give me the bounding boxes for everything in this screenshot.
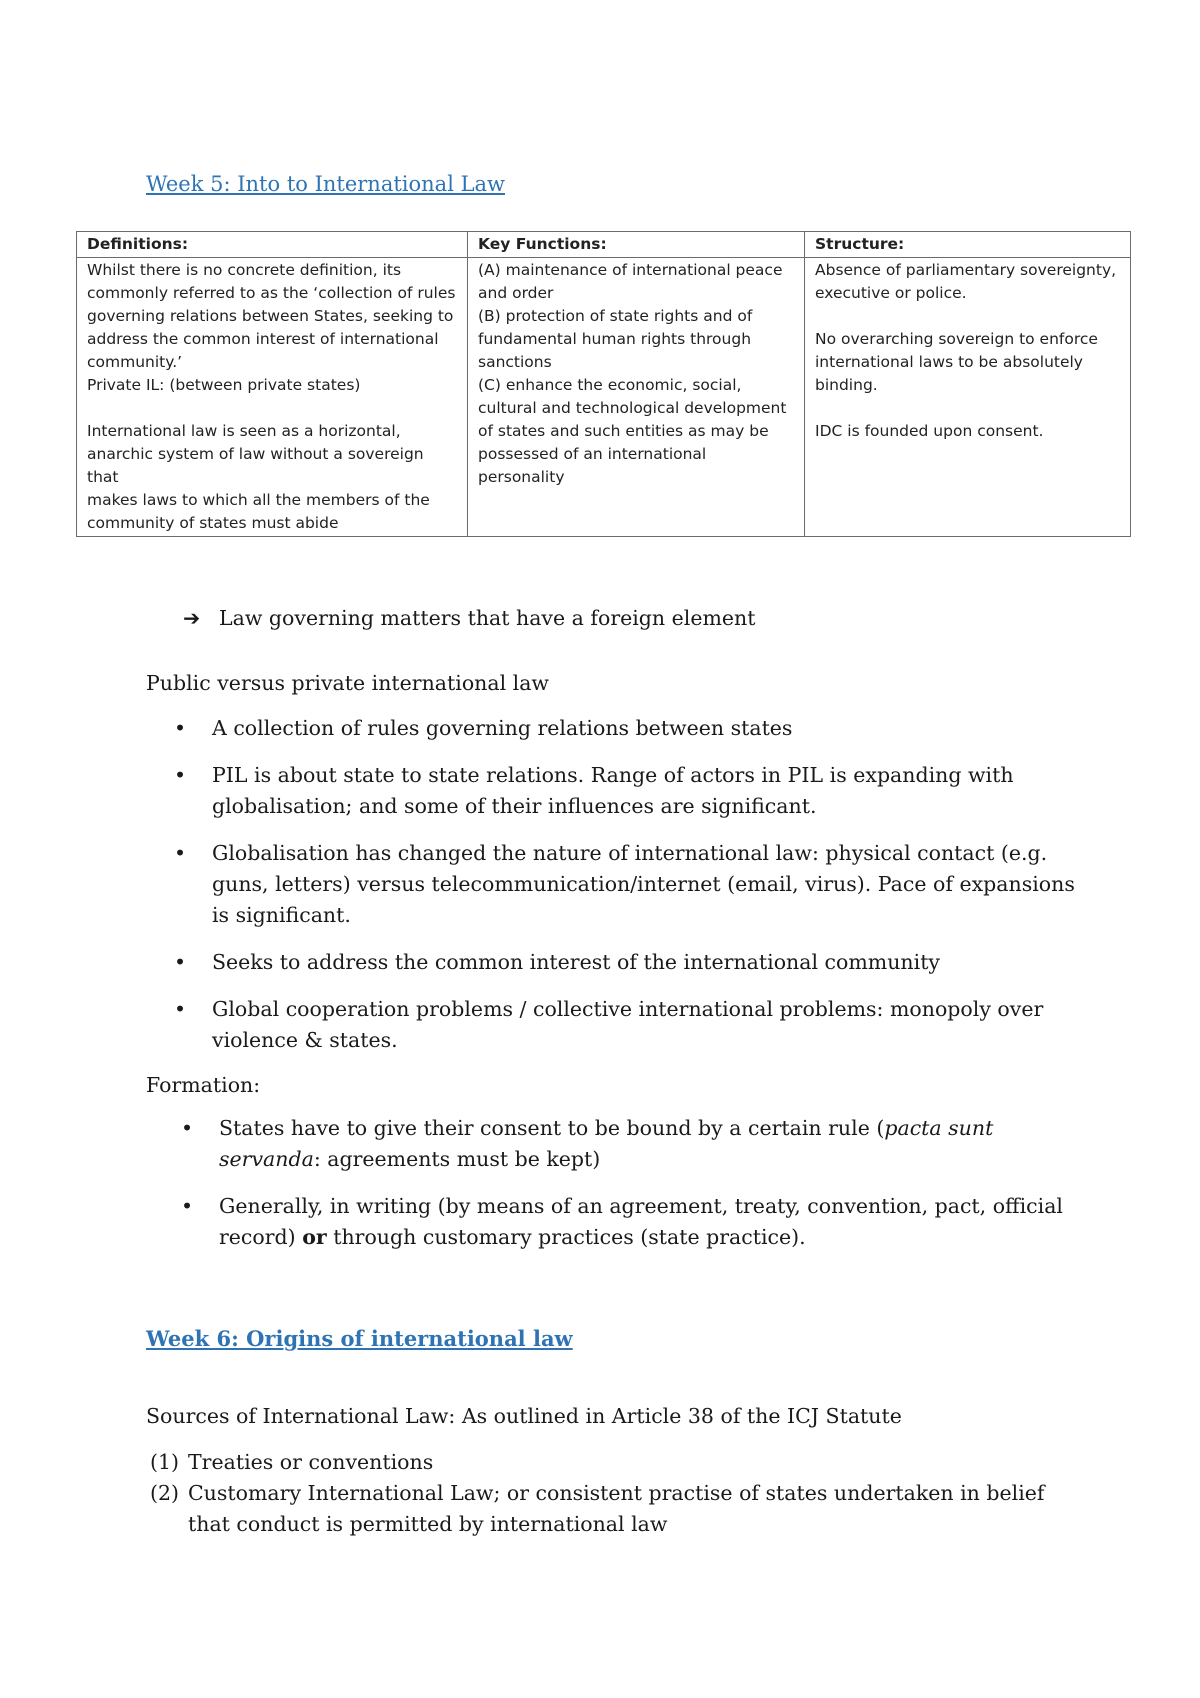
list-item (174, 947, 1092, 978)
list-item-text: A collection of rules governing relations between states (212, 716, 793, 740)
bullet-dot-icon: • (181, 1116, 194, 1140)
table-row (77, 258, 1131, 537)
cell-text-line: anarchic system of law without a sovereign that (87, 445, 424, 486)
definitions-table (76, 231, 1131, 537)
text-segment: : agreements must be kept) (313, 1147, 601, 1171)
list-item (174, 760, 1092, 822)
list-item-text (219, 1194, 1063, 1249)
cell-definitions (77, 258, 468, 537)
formation-heading: Formation: (146, 1073, 261, 1097)
cell-text-line: (B) protection of state rights and of (478, 307, 753, 325)
blank-line (815, 397, 1120, 420)
cell-text-line: IDC is founded upon consent. (815, 422, 1044, 440)
list-item-text: Customary International Law; or consistent practise of states undertaken in belief that conduct is permitted by international law (188, 1481, 1045, 1536)
list-item-text: PIL is about state to state relations. Range of actors in PIL is expanding with globalisation; and some of their influences are significant. (212, 763, 1014, 818)
list-item-text: Seeks to address the common interest of the international community (212, 950, 941, 974)
week5-heading: Week 5: Into to International Law (146, 172, 506, 196)
cell-text-line: and order (478, 284, 554, 302)
list-number: (2) (150, 1481, 180, 1505)
header-key-functions: Key Functions: (468, 232, 805, 258)
cell-text-line: Absence of parliamentary sovereignty, (815, 261, 1117, 279)
list-item (174, 838, 1092, 931)
cell-text-line: sanctions (478, 353, 552, 371)
cell-text-line: binding. (815, 376, 878, 394)
arrow-right-icon: ➔ (183, 606, 201, 630)
cell-text-line: commonly referred to as the ‘collection of rules (87, 284, 456, 302)
table-header-row (77, 232, 1131, 258)
list-item-text: Globalisation has changed the nature of international law: physical contact (e.g. guns, letters) versus telecommunication/internet (email, virus). Pace of expansions is significant. (212, 841, 1075, 927)
text-segment: States have to give their consent to be bound by a certain rule ( (219, 1116, 885, 1140)
cell-text-line: cultural and technological development (478, 399, 787, 417)
bullet-dot-icon: • (174, 997, 187, 1021)
bullet-dot-icon: • (174, 716, 187, 740)
cell-text-line: community.’ (87, 353, 183, 371)
cell-text-line: address the common interest of international (87, 330, 439, 348)
cell-text-line: International law is seen as a horizontal, (87, 422, 401, 440)
cell-text-line: executive or police. (815, 284, 967, 302)
list-item-text: Global cooperation problems / collective international problems: monopoly over violence & states. (212, 997, 1044, 1052)
arrow-item-text: Law governing matters that have a foreign element (219, 606, 756, 630)
cell-text-line: governing relations between States, seeking to (87, 307, 454, 325)
bullet-dot-icon: • (174, 950, 187, 974)
cell-text-line: fundamental human rights through (478, 330, 752, 348)
cell-text-line: (C) enhance the economic, social, (478, 376, 742, 394)
cell-text-line: makes laws to which all the members of the (87, 491, 430, 509)
bold-term: or (302, 1225, 327, 1249)
cell-text-line: Whilst there is no concrete definition, its (87, 261, 402, 279)
list-item (181, 1113, 1069, 1175)
text-segment: Generally, in writing (by means of an agreement, treaty, convention, pact, official record) (219, 1194, 1063, 1249)
cell-text-line: possessed of an international (478, 445, 707, 463)
cell-text-line: of states and such entities as may be (478, 422, 769, 440)
list-item-text: Treaties or conventions (188, 1450, 434, 1474)
blank-line (87, 397, 457, 420)
header-structure: Structure: (805, 232, 1131, 258)
bullet-dot-icon: • (174, 841, 187, 865)
list-number: (1) (150, 1450, 180, 1474)
cell-text-line: No overarching sovereign to enforce (815, 330, 1098, 348)
cell-text-line: personality (478, 468, 565, 486)
pil-heading: Public versus private international law (146, 671, 549, 695)
header-definitions: Definitions: (77, 232, 468, 258)
arrow-list-item (183, 603, 755, 634)
cell-text-line: Private IL: (between private states) (87, 376, 361, 394)
cell-key-functions (468, 258, 805, 537)
list-item (181, 1191, 1069, 1253)
list-item-text (219, 1116, 993, 1171)
italic-term: pacta sunt servanda (219, 1116, 994, 1171)
cell-text-line: (A) maintenance of international peace (478, 261, 783, 279)
sources-list (150, 1447, 1050, 1540)
cell-text-line: international laws to be absolutely (815, 353, 1083, 371)
bullet-dot-icon: • (181, 1194, 194, 1218)
list-item (150, 1478, 1050, 1540)
sources-intro: Sources of International Law: As outlined in Article 38 of the ICJ Statute (146, 1404, 902, 1428)
week6-heading: Week 6: Origins of international law (146, 1326, 573, 1351)
cell-structure (805, 258, 1131, 537)
list-item (174, 994, 1092, 1056)
pil-bullet-list (174, 713, 1092, 1072)
bullet-dot-icon: • (174, 763, 187, 787)
cell-text-line: community of states must abide (87, 514, 339, 532)
formation-bullet-list (181, 1113, 1069, 1269)
text-segment: through customary practices (state practice). (326, 1225, 806, 1249)
blank-line (815, 305, 1120, 328)
list-item (174, 713, 1092, 744)
list-item (150, 1447, 1050, 1478)
